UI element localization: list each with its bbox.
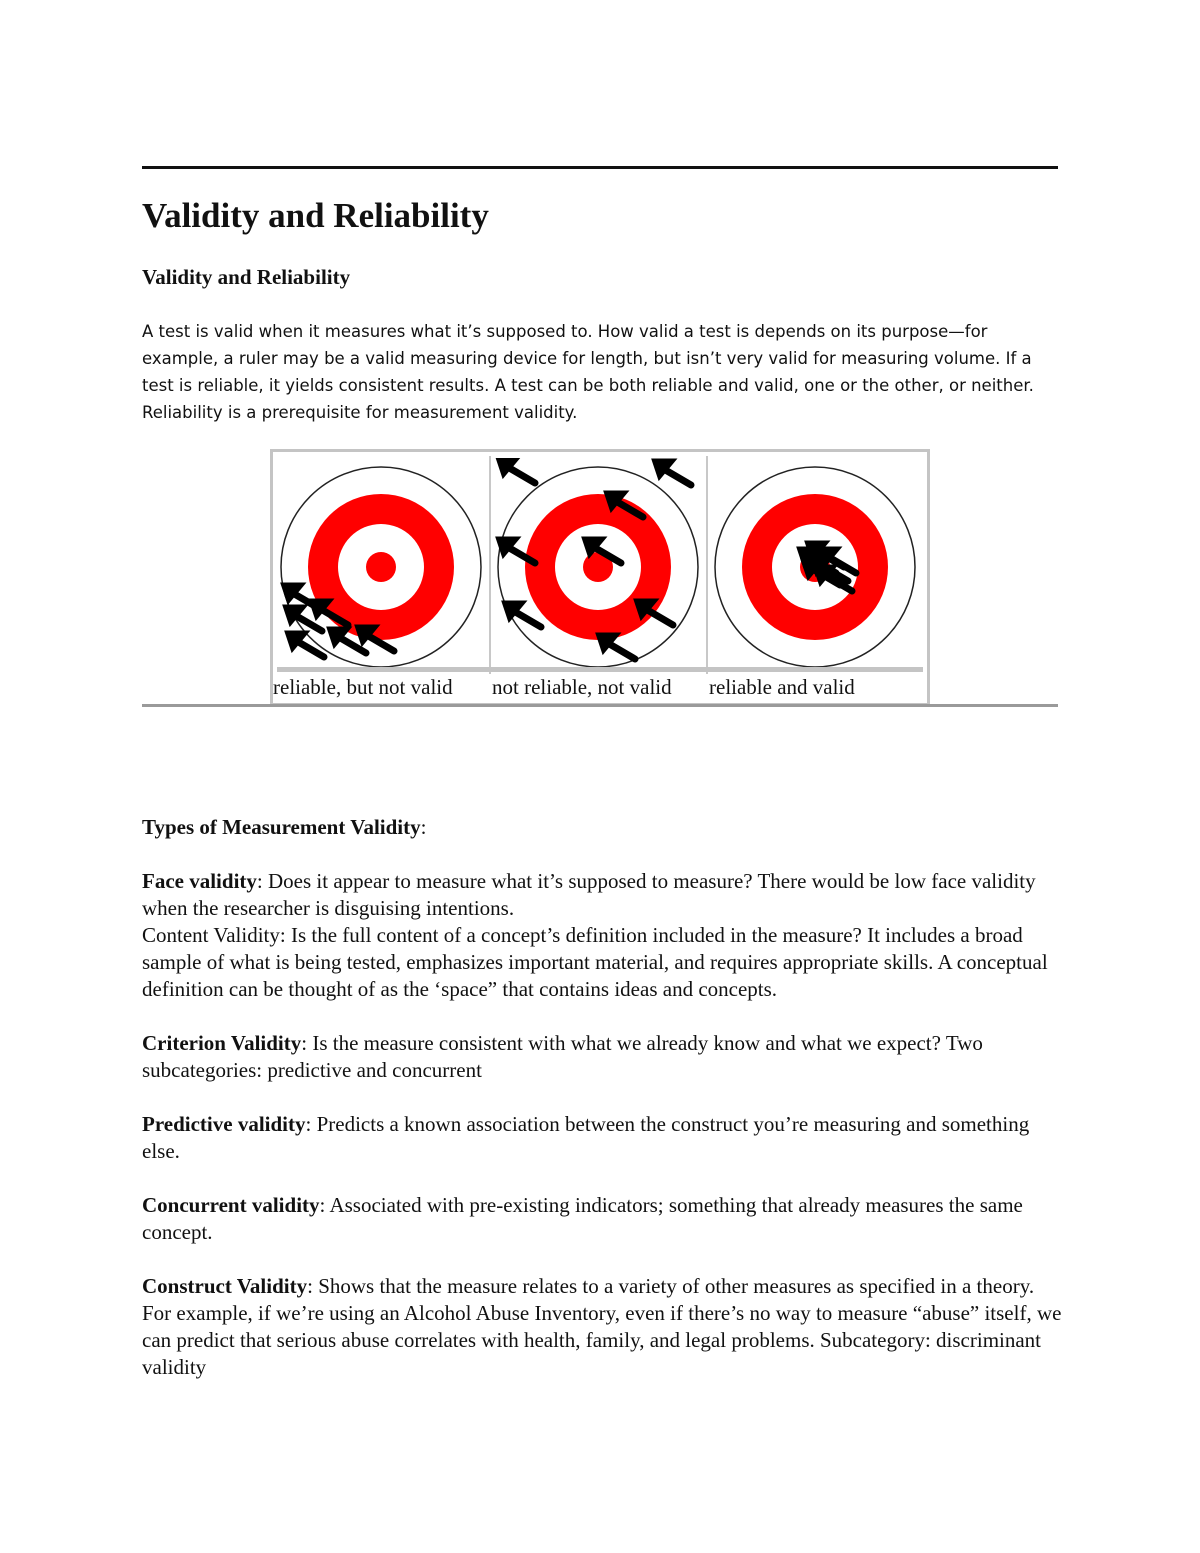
predictive-validity-definition: : Predicts a known association between the construct you’re measuring and something else.	[142, 1112, 1030, 1163]
types-heading-colon: :	[420, 815, 427, 839]
predictive-validity-paragraph	[142, 1111, 1062, 1165]
construct-validity-definition: : Shows that the measure relates to a variety of other measures as specified in a theory. For example, if we’re using an Alcohol Abuse Inventory, even if there’s no way to measure “abuse” itself, we can predict that serious abuse correlates with health, family, and legal problems. Subcategory: discriminant validity	[142, 1274, 1062, 1379]
concurrent-validity-paragraph	[142, 1192, 1062, 1246]
target-panel-reliable-not-valid	[275, 458, 488, 670]
face-validity-term: Face validity	[142, 869, 257, 893]
types-heading	[142, 814, 1062, 841]
concurrent-validity-term: Concurrent validity	[142, 1193, 320, 1217]
face-validity-definition: : Does it appear to measure what it’s supposed to measure? There would be low face validity when the researcher is disguising intentions.	[142, 869, 1036, 920]
intro-paragraph: A test is valid when it measures what it’s supposed to. How valid a test is depends on its purpose—for example, a ruler may be a valid measuring device for length, but isn’t very valid for measuring volume. If a test is reliable, it yields consistent results. A test can be both reliable and valid, one or the other, or neither. Reliability is a prerequisite for measurement validity.	[142, 322, 1034, 422]
bottom-horizontal-rule	[142, 704, 1058, 707]
top-horizontal-rule	[142, 166, 1058, 169]
section-subtitle: Validity and Reliability	[142, 265, 351, 289]
caption-not-reliable-not-valid: not reliable, not valid	[492, 675, 672, 699]
target-reliable-and-valid-graphic	[709, 458, 922, 670]
concurrent-validity-definition: : Associated with pre-existing indicators; something that already measures the same concept.	[142, 1193, 1023, 1244]
document-title: Validity and Reliability	[142, 196, 489, 235]
criterion-validity-term: Criterion Validity	[142, 1031, 302, 1055]
target-panel-reliable-and-valid	[709, 458, 922, 670]
target-panel-not-reliable-not-valid	[492, 458, 705, 670]
content-validity-paragraph: Content Validity: Is the full content of a concept’s definition included in the measure? It includes a broad sample of what is being tested, emphasizes important material, and requires appropriate skills. A conceptual definition can be thought of as the ‘space” that contains ideas and concepts.	[142, 923, 1048, 1001]
figure-caption-divider	[277, 667, 923, 672]
target-reliable-not-valid-graphic	[275, 458, 488, 670]
figure-column-divider	[489, 456, 491, 674]
construct-validity-paragraph	[142, 1273, 1062, 1381]
target-diagram-figure	[270, 449, 930, 706]
predictive-validity-term: Predictive validity	[142, 1112, 306, 1136]
criterion-validity-paragraph	[142, 1030, 1062, 1084]
figure-column-divider	[706, 456, 708, 674]
types-heading-text: Types of Measurement Validity	[142, 815, 421, 839]
validity-types-section	[142, 814, 1062, 1381]
caption-reliable-and-valid: reliable and valid	[709, 675, 855, 699]
construct-validity-term: Construct Validity	[142, 1274, 308, 1298]
target-not-reliable-not-valid-graphic	[492, 458, 705, 670]
criterion-validity-definition: : Is the measure consistent with what we already know and what we expect? Two subcategories: predictive and concurrent	[142, 1031, 983, 1082]
caption-reliable-not-valid: reliable, but not valid	[273, 675, 453, 699]
face-validity-paragraph	[142, 868, 1062, 922]
